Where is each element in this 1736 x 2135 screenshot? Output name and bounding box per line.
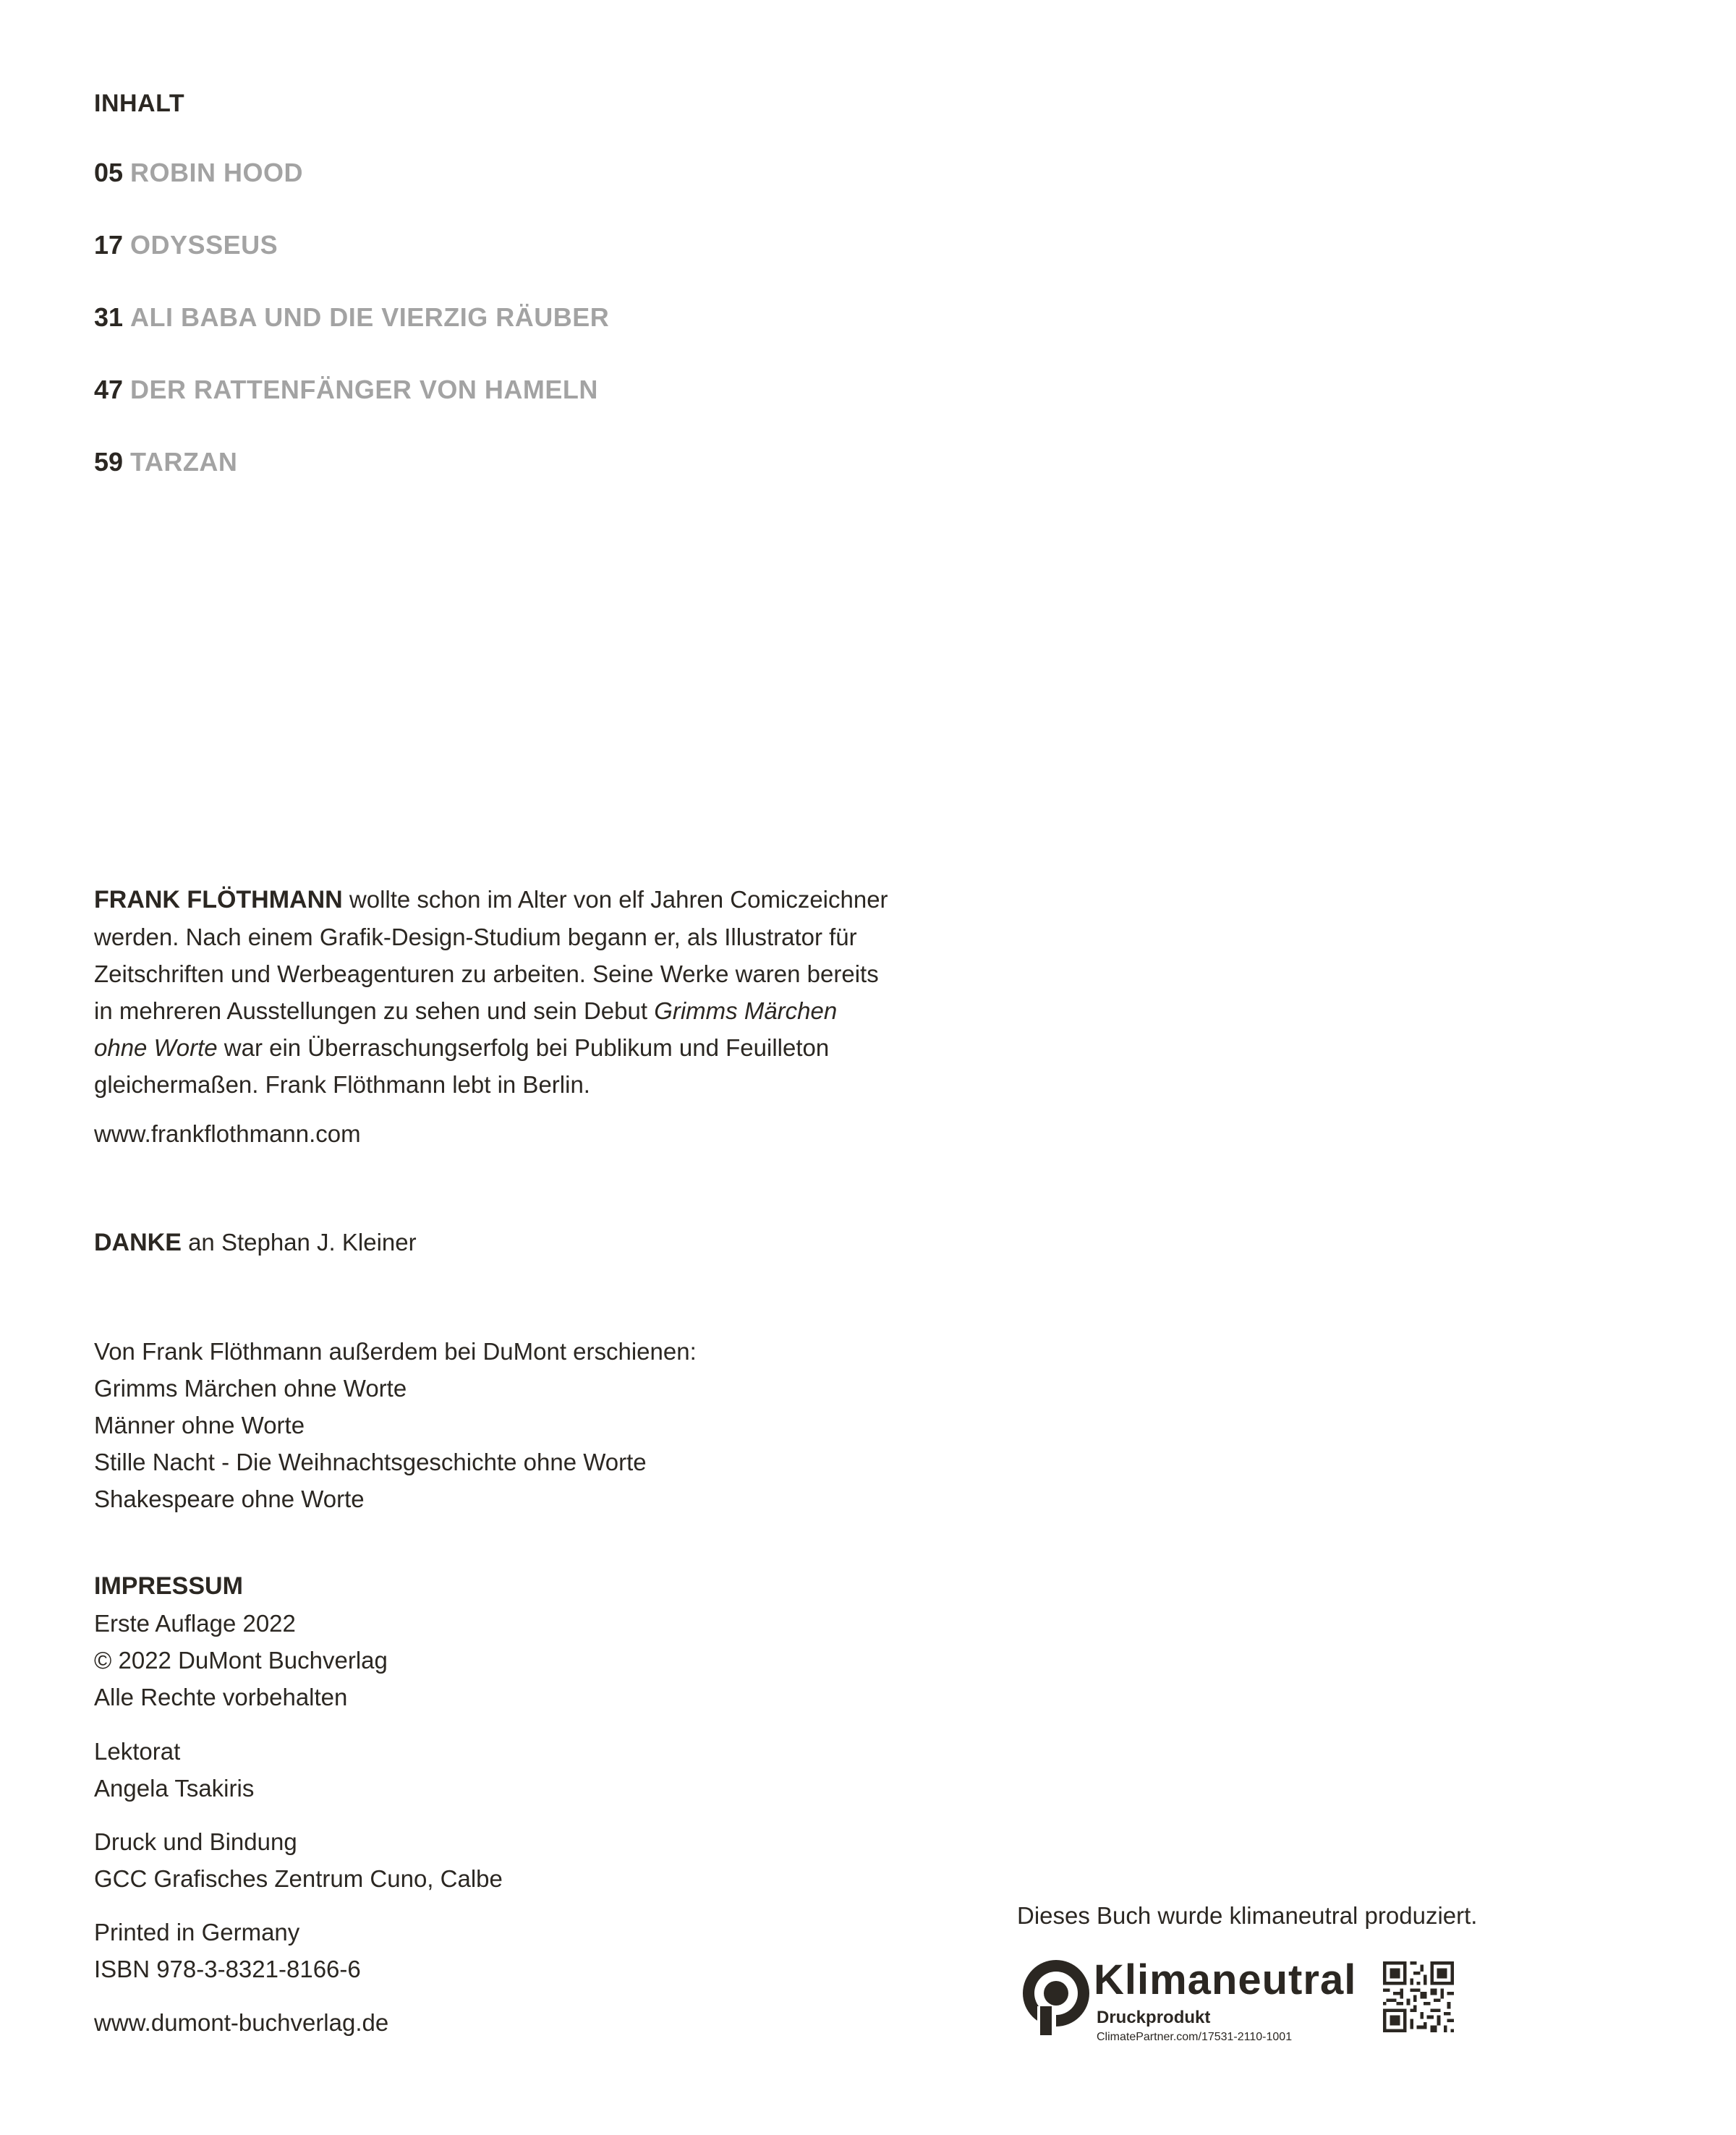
toc-item (94, 230, 278, 260)
toc-item (94, 447, 237, 477)
bio-book-title: Grimms Märchen ohne Worte (94, 997, 838, 1061)
lektorat-label: Lektorat (94, 1738, 181, 1765)
impressum-line: © 2022 DuMont Buchverlag (94, 1647, 388, 1674)
bio-text: wollte schon im Alter von elf Jahren Comiczeichner werden. Nach einem Grafik-Design-Studium begann er, als Illustrator für Zeitschriften und Werbeagenturen zu arbeiten. Seine Werke waren bereits in mehreren Ausstellungen zu sehen und sein Debut (94, 886, 888, 1024)
thanks-text: an Stephan J. Kleiner (181, 1229, 417, 1256)
printed-in: Printed in Germany (94, 1919, 300, 1946)
klima-wordmark: Klimaneutral (1094, 1956, 1357, 2003)
klima-subtitle: Druckprodukt (1097, 2008, 1211, 2027)
author-website: www.frankflothmann.com (94, 1120, 361, 1147)
other-books-intro: Von Frank Flöthmann außerdem bei DuMont erschienen: (94, 1338, 697, 1365)
book-title: Stille Nacht - Die Weihnachtsgeschichte ohne Worte (94, 1449, 647, 1475)
impressum-heading: IMPRESSUM (94, 1572, 243, 1600)
druck-label: Druck und Bindung (94, 1828, 297, 1855)
toc-page-number: 31 (94, 302, 124, 332)
bio-text: war ein Überraschungserfolg bei Publikum und Feuilleton gleichermaßen. Frank Flöthmann lebt in Berlin. (94, 1034, 830, 1098)
qr-code-icon (1383, 1961, 1454, 2032)
toc-chapter-title: ODYSSEUS (130, 230, 278, 260)
toc-title: INHALT (94, 90, 185, 117)
impressum-line: Alle Rechte vorbehalten (94, 1684, 348, 1710)
lektorat-name: Angela Tsakiris (94, 1775, 255, 1802)
other-books (94, 1333, 697, 1517)
print-info (94, 1914, 361, 1987)
toc-item (94, 158, 303, 188)
book-title: Männer ohne Worte (94, 1412, 305, 1439)
toc-item (94, 302, 609, 333)
publisher-website: www.dumont-buchverlag.de (94, 2009, 389, 2036)
klima-note: Dieses Buch wurde klimaneutral produziert. (1017, 1902, 1478, 1929)
lektorat (94, 1733, 254, 1807)
klima-url: ClimatePartner.com/17531-2110-1001 (1097, 2031, 1293, 2043)
impressum-line: Erste Auflage 2022 (94, 1610, 296, 1637)
author-bio (94, 881, 890, 1103)
author-name: FRANK FLÖTHMANN (94, 886, 343, 913)
toc-page-number: 47 (94, 375, 124, 404)
toc-page-number: 17 (94, 230, 124, 260)
toc-chapter-title: TARZAN (130, 447, 238, 477)
toc-page-number: 59 (94, 447, 124, 477)
druck (94, 1823, 503, 1897)
toc-chapter-title: ALI BABA UND DIE VIERZIG RÄUBER (130, 302, 610, 332)
thanks-line (94, 1224, 417, 1261)
toc-chapter-title: DER RATTENFÄNGER VON HAMELN (130, 375, 598, 404)
climatepartner-logo-icon (1016, 1954, 1097, 2035)
druck-name: GCC Grafisches Zentrum Cuno, Calbe (94, 1865, 503, 1892)
isbn: ISBN 978-3-8321-8166-6 (94, 1956, 361, 1982)
book-title: Shakespeare ohne Worte (94, 1486, 365, 1512)
book-title: Grimms Märchen ohne Worte (94, 1375, 407, 1402)
toc-item (94, 375, 598, 405)
thanks-heading: DANKE (94, 1229, 182, 1256)
toc-page-number: 05 (94, 158, 124, 187)
impressum (94, 1568, 388, 1716)
toc-chapter-title: ROBIN HOOD (130, 158, 304, 187)
